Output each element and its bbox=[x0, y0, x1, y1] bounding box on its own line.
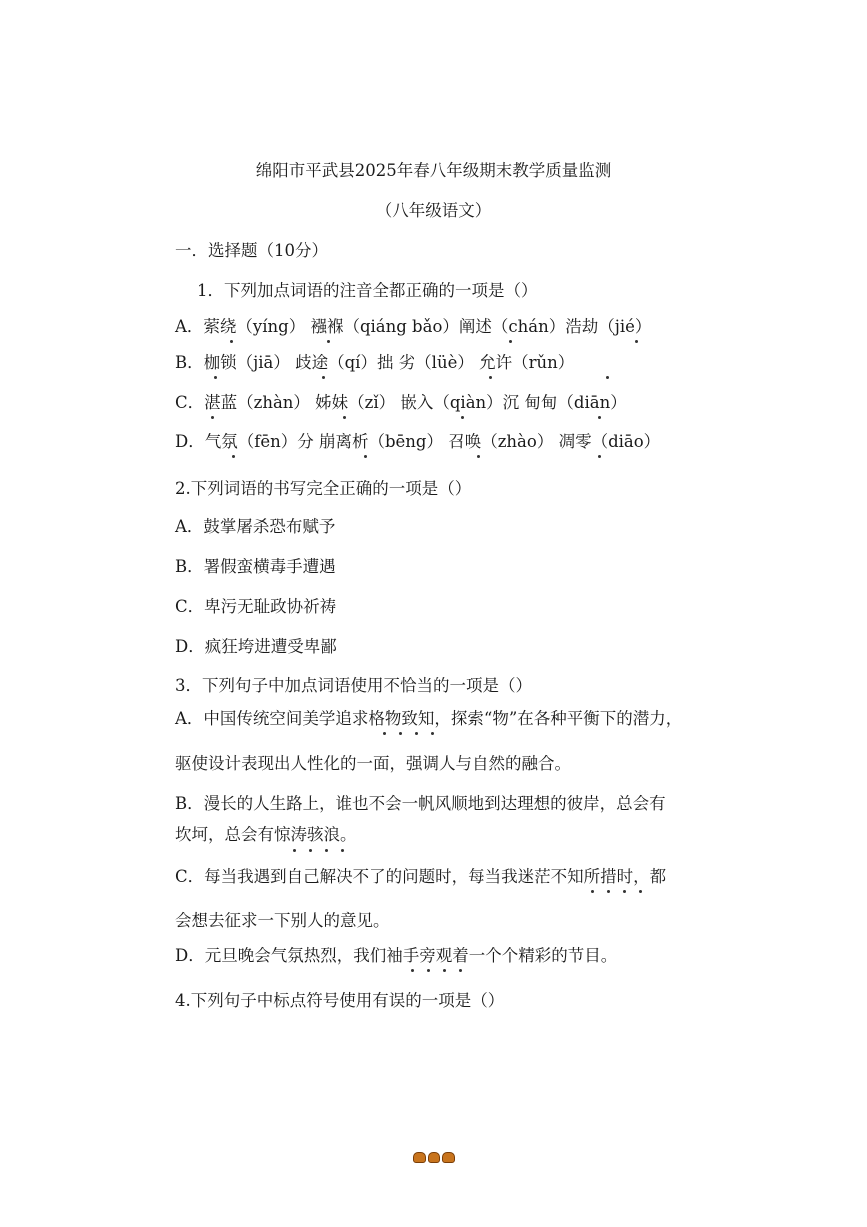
question-1-option-a: A．萦绕（yíng） 襁褓（qiáng bǎo）阐述（chán）浩劫（jié） bbox=[175, 317, 652, 336]
footer-logo-piece bbox=[413, 1152, 426, 1163]
emphasis-dot bbox=[635, 340, 638, 343]
emphasis-dot bbox=[383, 732, 386, 735]
question-3-option-c-line2: 会想去征求一下别人的意见。 bbox=[175, 911, 390, 930]
question-1-option-b: B．枷锁（jiā） 歧途（qí）拙 劣（lüè） 允许（rǔn） bbox=[175, 353, 575, 372]
emphasis-dot bbox=[211, 416, 214, 419]
section-heading: 一．选择题（10分） bbox=[175, 241, 328, 260]
emphasis-dot bbox=[591, 890, 594, 893]
question-3-option-a-line1: A．中国传统空间美学追求格物致知，探索“物”在各种平衡下的潜力， bbox=[175, 709, 683, 728]
emphasis-dot bbox=[230, 340, 233, 343]
emphasis-dot bbox=[598, 416, 601, 419]
emphasis-dot bbox=[399, 732, 402, 735]
question-3-option-d: D．元旦晚会气氛热烈，我们袖手旁观着一个个精彩的节目。 bbox=[175, 946, 618, 965]
emphasis-dot bbox=[607, 890, 610, 893]
question-2-option-d: D．疯狂垮进遭受卑鄙 bbox=[175, 637, 337, 656]
emphasis-dot bbox=[293, 849, 296, 852]
question-3-option-b-line1: B．漫长的人生路上，谁也不会一帆风顺地到达理想的彼岸，总会有 bbox=[175, 794, 666, 813]
emphasis-dot bbox=[327, 340, 330, 343]
emphasis-dot bbox=[489, 376, 492, 379]
emphasis-dot bbox=[427, 969, 430, 972]
question-1-option-d: D．气氛（fēn）分 崩离析（bēng） 召唤（zhào） 凋零（diāo） bbox=[175, 432, 661, 451]
question-4-stem: 4.下列句子中标点符号使用有误的一项是（） bbox=[175, 991, 505, 1010]
footer-logo-piece bbox=[428, 1152, 441, 1163]
exam-title: 绵阳市平武县2025年春八年级期末教学质量监测 bbox=[255, 161, 612, 180]
emphasis-dot bbox=[309, 849, 312, 852]
question-2-option-b: B．署假蛮横毒手遭遇 bbox=[175, 557, 336, 576]
emphasis-dot bbox=[325, 849, 328, 852]
footer-logo bbox=[413, 1152, 455, 1162]
emphasis-dot bbox=[232, 455, 235, 458]
emphasis-dot bbox=[639, 890, 642, 893]
emphasis-dot bbox=[431, 732, 434, 735]
question-2-option-a: A．鼓掌屠杀恐布赋予 bbox=[175, 517, 336, 536]
emphasis-dot bbox=[364, 455, 367, 458]
emphasis-dot bbox=[459, 969, 462, 972]
question-1-stem: 1．下列加点词语的注音全都正确的一项是（） bbox=[197, 281, 538, 300]
question-3-option-c-line1: C．每当我遇到自己解决不了的问题时，每当我迷茫不知所措时，都 bbox=[175, 867, 667, 886]
exam-subtitle: （八年级语文） bbox=[375, 201, 492, 220]
emphasis-dot bbox=[411, 969, 414, 972]
emphasis-dot bbox=[214, 376, 217, 379]
emphasis-dot bbox=[415, 732, 418, 735]
emphasis-dot bbox=[477, 455, 480, 458]
emphasis-dot bbox=[461, 416, 464, 419]
emphasis-dot bbox=[322, 376, 325, 379]
emphasis-dot bbox=[443, 969, 446, 972]
question-2-option-c: C．卑污无耻政协祈祷 bbox=[175, 597, 337, 616]
question-3-stem: 3．下列句子中加点词语使用不恰当的一项是（） bbox=[175, 676, 532, 695]
emphasis-dot bbox=[606, 376, 609, 379]
question-1-option-c: C．湛蓝（zhàn） 姊妹（zǐ） 嵌入（qiàn）沉 甸甸（diān） bbox=[175, 393, 627, 412]
footer-logo-piece bbox=[442, 1152, 455, 1163]
question-2-stem: 2.下列词语的书写完全正确的一项是（） bbox=[175, 479, 472, 498]
emphasis-dot bbox=[509, 340, 512, 343]
emphasis-dot bbox=[598, 455, 601, 458]
question-3-option-b-line2: 坎坷，总会有惊涛骇浪。 bbox=[175, 825, 357, 844]
emphasis-dot bbox=[623, 890, 626, 893]
emphasis-dot bbox=[343, 416, 346, 419]
question-3-option-a-line2: 驱使设计表现出人性化的一面，强调人与自然的融合。 bbox=[175, 754, 571, 773]
emphasis-dot bbox=[341, 849, 344, 852]
